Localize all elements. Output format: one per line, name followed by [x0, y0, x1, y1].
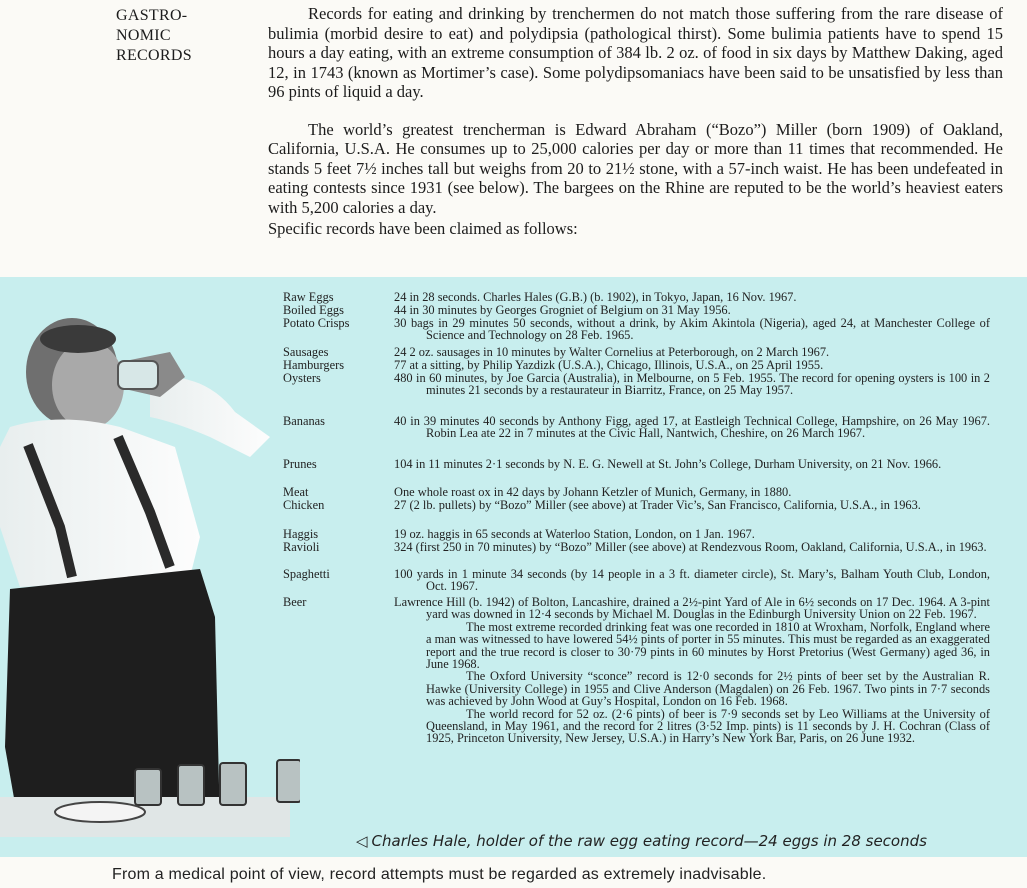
record-spaghetti: [283, 568, 990, 593]
record-text: 40 in 39 minutes 40 seconds by Anthony Figg, aged 17, at Eastleigh Technical College, Hampshire, on 26 May 1967. Robin Lea ate 22 in 7 minutes at the Civic Hall, Nantwich, Cheshire, on 26 March 1967.: [394, 414, 990, 441]
record-hamburgers: [283, 359, 990, 371]
record-name: Beer: [283, 595, 307, 609]
photo-charles-hale: [0, 277, 300, 837]
record-text: 104 in 11 minutes 2·1 seconds by N. E. G. Newell at St. John’s College, Durham University, on 21 Nov. 1966.: [394, 457, 942, 471]
record-oysters: [283, 372, 990, 397]
record-name: Haggis: [283, 527, 319, 541]
record-text: One whole roast ox in 42 days by Johann Ketzler of Munich, Germany, in 1880.: [394, 485, 792, 499]
heading-line-2: NOMIC: [116, 27, 171, 44]
beer-paragraph-1: The most extreme recorded drinking feat was one recorded in 1810 at Wroxham, Norfolk, England where a man was witnessed to have lowered 54½ pints of porter in 55 minutes. This must be regarded as an exaggerated report and the true record is closer to 30·79 pints in 60 minutes by Horst Pretorius (West Germany) aged 36, in June 1968.: [426, 619, 990, 672]
record-bananas: [283, 415, 990, 440]
record-name: Prunes: [283, 457, 317, 471]
record-ravioli: [283, 541, 990, 553]
intro-paragraph-2: The world’s greatest trencherman is Edward Abraham (“Bozo”) Miller (born 1909) of Oakland, California, U.S.A. He consumes up to 25,000 calories per day or more than 11 times that recommended. He stands 5 feet 7½ inches tall but weighs from 20 to 21½ stone, with a 57-inch waist. He has been undefeated in eating contests since 1931 (see below). The bargees on the Rhine are reputed to be the world’s heaviest eaters with 5,200 calories a day.: [268, 119, 1003, 217]
record-name: Ravioli: [283, 540, 320, 554]
record-meat: [283, 486, 990, 498]
heading-line-3: RECORDS: [116, 47, 192, 64]
heading-line-1: GASTRO-: [116, 7, 188, 24]
record-name: Raw Eggs: [283, 290, 334, 304]
record-name: Meat: [283, 485, 309, 499]
record-text: 480 in 60 minutes, by Joe Garcia (Australia), in Melbourne, on 5 Feb. 1955. The record for opening oysters is 100 in 2 minutes 21 seconds by a restaurateur in Biarritz, France, on 25 May 1957.: [394, 371, 990, 398]
record-name: Spaghetti: [283, 567, 330, 581]
intro-paragraph-1: Records for eating and drinking by trenchermen do not match those suffering from the rare disease of bulimia (morbid desire to eat) and polydipsia (pathological thirst). Some bulimia patients have to spend 15 hours a day eating, with an extreme consumption of 384 lb. 2 oz. of food in six days by Matthew Daking, aged 12, in 1743 (known as Mortimer’s case). Some polydipsomaniacs have been said to be unsatisfied by less than 96 pints of liquid a day.: [268, 4, 1003, 101]
record-prunes: [283, 458, 990, 470]
record-sausages: [283, 346, 990, 358]
record-text: 24 2 oz. sausages in 10 minutes by Walter Cornelius at Peterborough, on 2 March 1967.: [394, 345, 830, 359]
caption-arrow-icon: ◁: [356, 832, 368, 850]
record-text: 100 yards in 1 minute 34 seconds (by 14 people in a 3 ft. diameter circle), St. Mary’s, Balham Youth Club, London, Oct. 1967.: [394, 567, 990, 594]
record-name: Bananas: [283, 414, 325, 428]
record-name: Hamburgers: [283, 358, 345, 372]
intro-lead-in: Specific records have been claimed as follows:: [268, 219, 578, 238]
record-text: 19 oz. haggis in 65 seconds at Waterloo Station, London, on 1 Jan. 1967.: [394, 527, 755, 541]
record-name: Sausages: [283, 345, 329, 359]
record-boiled-eggs: [283, 304, 990, 316]
photo-caption: [356, 832, 996, 850]
footer-note: From a medical point of view, record attempts must be regarded as extremely inadvisable.: [112, 866, 767, 883]
beer-paragraph-3: The world record for 52 oz. (2·6 pints) of beer is 7·9 seconds set by Leo Williams at the University of Queensland, in May 1961, and the record for 2 litres (3·52 Imp. pints) is 11 seconds by J. H. Cochran (Class of 1925, Princeton University, New Jersey, U.S.A.) in Harry’s New York Bar, Paris, on 26 June 1932.: [426, 706, 990, 746]
record-text: 324 (first 250 in 70 minutes) by “Bozo” Miller (see above) at Rendezvous Room, Oakland, California, U.S.A., in 1963.: [394, 540, 987, 554]
record-haggis: [283, 528, 990, 540]
record-text: 24 in 28 seconds. Charles Hales (G.B.) (b. 1902), in Tokyo, Japan, 16 Nov. 1967.: [394, 290, 797, 304]
record-text: 27 (2 lb. pullets) by “Bozo” Miller (see above) at Trader Vic’s, San Francisco, California, U.S.A., in 1963.: [394, 498, 921, 512]
record-name: Chicken: [283, 498, 325, 512]
section-heading: [116, 6, 246, 66]
beer-paragraph-2: The Oxford University “sconce” record is 12·0 seconds for 2½ pints of beer set by the Australian R. Hawke (University College) in 1955 and Clive Anderson (Magdalen) on 26 Feb. 1967. Two pints in 7·7 seconds was achieved by John Wood at Guy’s Hospital, London on 16 Feb. 1968.: [426, 669, 990, 709]
record-potato-crisps: [283, 317, 990, 342]
record-beer: [283, 596, 990, 745]
record-text: 30 bags in 29 minutes 50 seconds, without a drink, by Akim Akintola (Nigeria), aged 24, at Manchester College of Science and Technology on 28 Feb. 1965.: [394, 316, 990, 343]
record-chicken: [283, 499, 990, 511]
record-name: Oysters: [283, 371, 321, 385]
intro-text: [268, 4, 1003, 239]
record-text: 77 at a sitting, by Philip Yazdizk (U.S.A.), Chicago, Illinois, U.S.A., on 25 April 1955.: [394, 358, 824, 372]
record-name: Potato Crisps: [283, 316, 350, 330]
record-text: Lawrence Hill (b. 1942) of Bolton, Lancashire, drained a 2½-pint Yard of Ale in 6½ seconds on 17 Dec. 1964. A 3-pint yard was downed in 12·4 seconds by Michael M. Douglas in the Edinburgh University Union on 22 Feb. 1967.: [394, 595, 990, 622]
record-raw-eggs: [283, 291, 990, 303]
caption-text: Charles Hale, holder of the raw egg eating record—24 eggs in 28 seconds: [371, 832, 927, 850]
record-name: Boiled Eggs: [283, 303, 344, 317]
record-text: 44 in 30 minutes by Georges Grogniet of Belgium on 31 May 1956.: [394, 303, 731, 317]
